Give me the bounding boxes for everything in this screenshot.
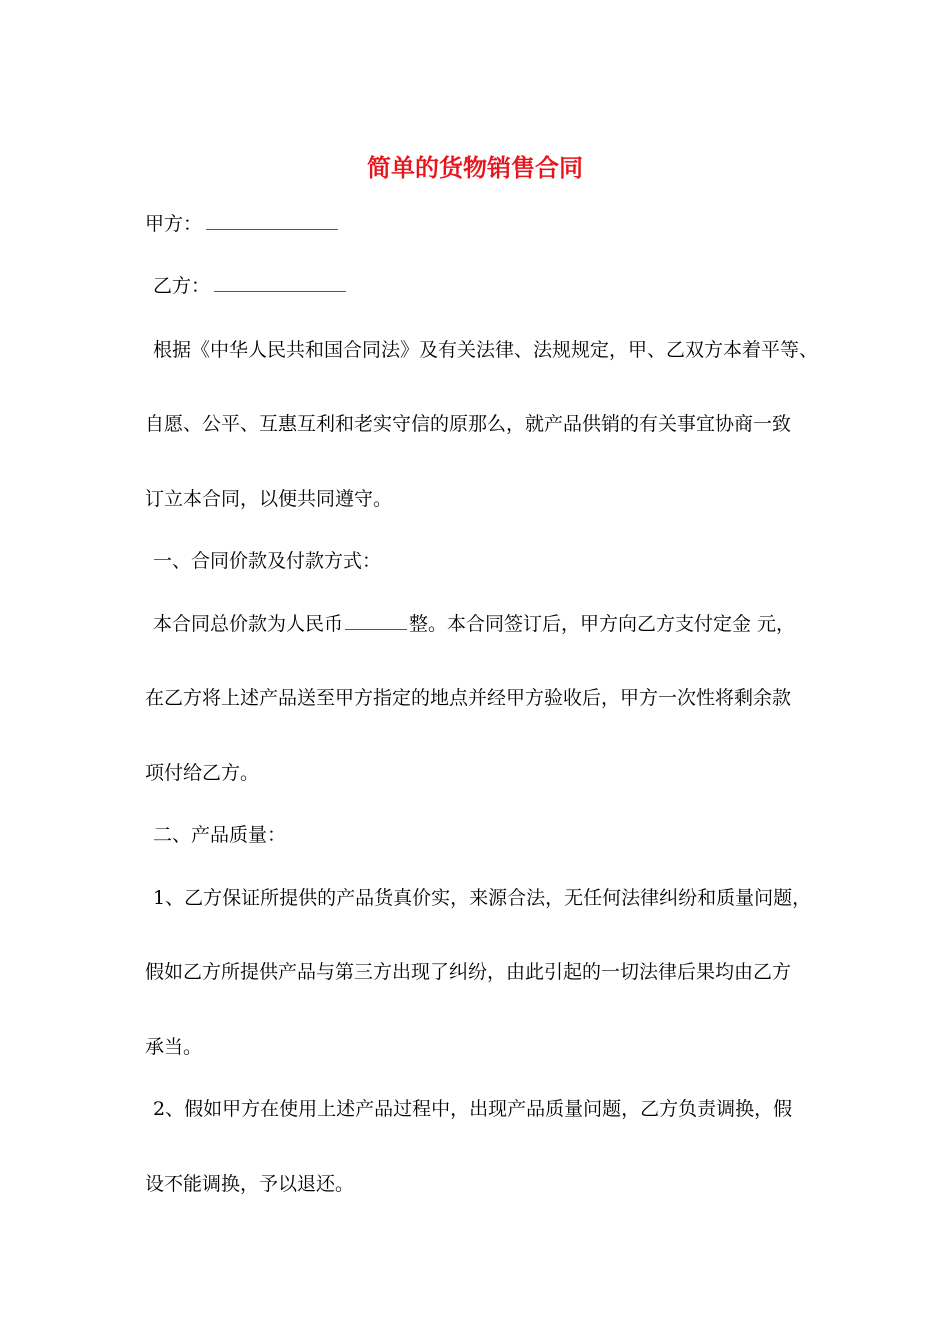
- item1-text-1: 、乙方保证所提供的产品货真价实，来源合法，无任何法律纠纷和质量问题，: [165, 887, 812, 909]
- section1-para-line-1: [153, 611, 795, 637]
- item2-line-1: [153, 1096, 792, 1122]
- section1-para-line-3: 项付给乙方。: [145, 762, 260, 784]
- section2-heading: 二、产品质量：: [153, 824, 287, 846]
- intro-line-2: 自愿、公平、互惠互利和老实守信的原那么，就产品供销的有关事宜协商一致: [145, 413, 792, 435]
- intro-line-1: 根据《中华人民共和国合同法》及有关法律、法规规定，甲、乙双方本着平等、: [153, 339, 819, 361]
- item1-line-2: 假如乙方所提供产品与第三方出现了纠纷，由此引起的一切法律后果均由乙方: [145, 961, 792, 983]
- item1-line-3: 承当。: [145, 1036, 203, 1058]
- intro-line-3: 订立本合同，以便共同遵守。: [145, 488, 393, 510]
- item1-line-1: [153, 885, 811, 911]
- price-blank: [345, 628, 407, 630]
- party-b-blank: [214, 290, 346, 292]
- section1-price-text: 本合同总价款为人民币: [153, 613, 344, 635]
- item1-number: 1: [153, 887, 166, 909]
- section1-heading: 一、合同价款及付款方式：: [153, 550, 382, 572]
- item2-text-1: 、假如甲方在使用上述产品过程中，出现产品质量问题，乙方负责调换，假: [165, 1098, 793, 1120]
- party-b-line: [153, 273, 346, 299]
- document-title: 简单的货物销售合同: [367, 154, 583, 182]
- item2-number: 2: [153, 1098, 166, 1120]
- section1-para-line-2: 在乙方将上述产品送至甲方指定的地点并经甲方验收后，甲方一次性将剩余款: [145, 687, 792, 709]
- party-b-label: 乙方：: [153, 275, 211, 297]
- section1-deposit-text: 整。本合同签订后，甲方向乙方支付定金 元，: [409, 613, 796, 635]
- party-a-blank: [206, 228, 338, 230]
- party-a-label: 甲方：: [145, 213, 203, 235]
- item2-line-2: 设不能调换，予以退还。: [145, 1173, 355, 1195]
- party-a-line: [145, 211, 338, 237]
